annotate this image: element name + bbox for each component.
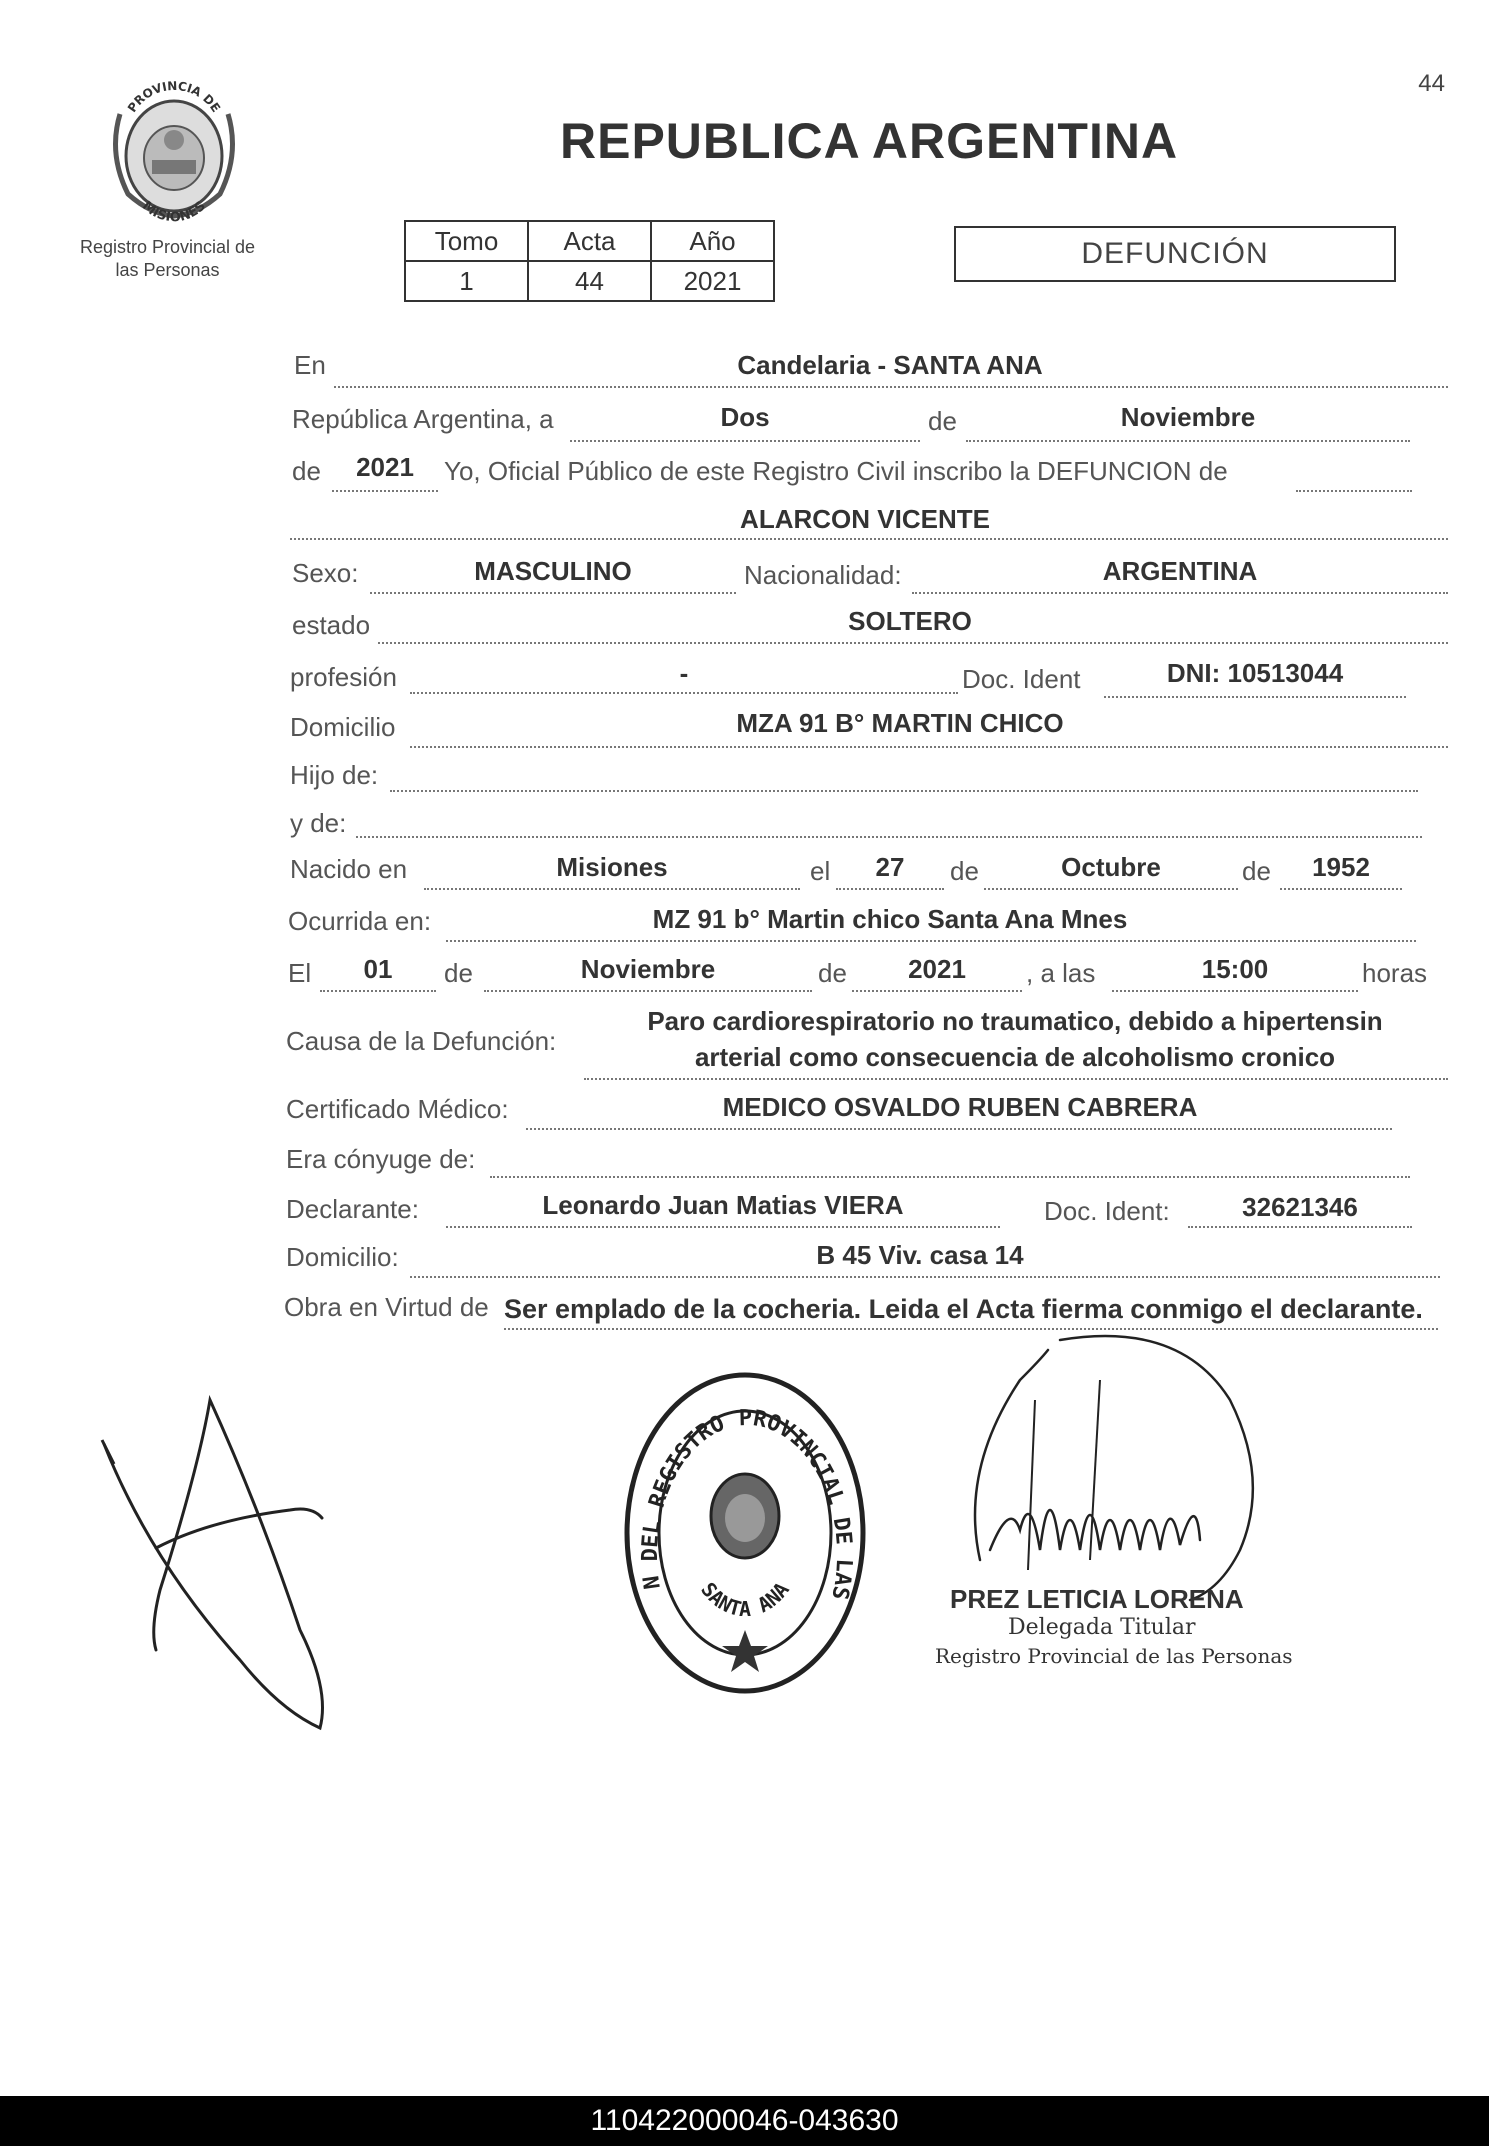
doc-ident-label-2: Doc. Ident: bbox=[1044, 1196, 1170, 1226]
dia-value: Dos bbox=[720, 402, 770, 432]
emblem bbox=[100, 74, 248, 222]
acta-value: 44 bbox=[528, 261, 651, 301]
estado-value: SOLTERO bbox=[848, 606, 972, 636]
certificado-label: Certificado Médico: bbox=[286, 1094, 509, 1124]
de-label: de bbox=[444, 958, 473, 988]
nacido-value: Misiones bbox=[556, 852, 668, 882]
official-stamp bbox=[935, 1584, 1293, 1668]
profesion-value: - bbox=[679, 658, 689, 688]
nac-anio-value: 1952 bbox=[1312, 852, 1370, 882]
official-org: Registro Provincial de las Personas bbox=[935, 1644, 1293, 1668]
doc-ident-value-2: 32621346 bbox=[1242, 1192, 1358, 1222]
domicilio-label: Domicilio bbox=[290, 712, 396, 742]
y-de-label: y de: bbox=[290, 808, 347, 838]
barcode-number: 110422000046-043630 bbox=[0, 2096, 1489, 2146]
sexo-label: Sexo: bbox=[292, 558, 359, 588]
mes-value: Noviembre bbox=[1120, 402, 1256, 432]
document-type: DEFUNCIÓN bbox=[954, 226, 1396, 282]
a-las-label: , a las bbox=[1026, 958, 1096, 988]
def-mes-value: Noviembre bbox=[580, 954, 716, 984]
registry-name: Registro Provincial de las Personas bbox=[79, 237, 256, 280]
ocurrida-label: Ocurrida en: bbox=[288, 906, 432, 936]
official-name: PREZ LETICIA LORENA bbox=[950, 1584, 1244, 1614]
def-anio-value: 2021 bbox=[908, 954, 966, 984]
de-label: de bbox=[292, 456, 321, 486]
obra-value: Ser emplado de la cocheria. Leida el Acta fierma conmigo el declarante. bbox=[504, 1294, 1423, 1324]
anio-value: 2021 bbox=[356, 452, 414, 482]
yo-text: Yo, Oficial Público de este Registro Civil inscribo la DEFUNCION de bbox=[444, 456, 1228, 486]
en-label: En bbox=[294, 350, 326, 380]
nacionalidad-value: ARGENTINA bbox=[1102, 556, 1258, 586]
causa-line-2: arterial como consecuencia de alcoholismo cronico bbox=[694, 1042, 1336, 1072]
domicilio-value: MZA 91 B° MARTIN CHICO bbox=[736, 708, 1064, 738]
nac-dia-value: 27 bbox=[875, 852, 905, 882]
anio-header: Año bbox=[651, 221, 774, 261]
registry-seal bbox=[620, 1368, 870, 1698]
official-role: Delegada Titular bbox=[1008, 1615, 1196, 1640]
de-label: de bbox=[928, 406, 957, 436]
declarante-value: Leonardo Juan Matias VIERA bbox=[542, 1190, 904, 1220]
doc-ident-label: Doc. Ident bbox=[962, 664, 1081, 694]
svg-text:MISIONES: MISIONES bbox=[139, 198, 209, 222]
el-label: el bbox=[810, 856, 831, 886]
de-label: de bbox=[1242, 856, 1271, 886]
causa-line-1: Paro cardiorespiratorio no traumatico, debido a hipertensin bbox=[647, 1006, 1383, 1036]
tomo-header: Tomo bbox=[405, 221, 528, 261]
declarant-signature bbox=[90, 1390, 350, 1740]
nacido-label: Nacido en bbox=[290, 854, 408, 884]
anio-value: 2021 bbox=[651, 261, 774, 301]
reference-table bbox=[404, 220, 775, 302]
el-label: El bbox=[288, 958, 312, 988]
doc-ident-value: DNI: 10513044 bbox=[1166, 658, 1344, 688]
domicilio-value-2: B 45 Viv. casa 14 bbox=[816, 1240, 1024, 1270]
svg-text:PROVINCIA DE: PROVINCIA DE bbox=[124, 78, 224, 115]
nacionalidad-label: Nacionalidad: bbox=[744, 560, 902, 590]
lugar-value: Candelaria - SANTA ANA bbox=[737, 350, 1043, 380]
republica-label: República Argentina, a bbox=[292, 404, 554, 434]
def-dia-value: 01 bbox=[363, 954, 393, 984]
declarante-label: Declarante: bbox=[286, 1194, 419, 1224]
sexo-value: MASCULINO bbox=[474, 556, 632, 586]
obra-label: Obra en Virtud de bbox=[284, 1292, 489, 1322]
nombre-value: ALARCON VICENTE bbox=[740, 504, 990, 534]
certificado-value: MEDICO OSVALDO RUBEN CABRERA bbox=[722, 1092, 1198, 1122]
acta-header: Acta bbox=[528, 221, 651, 261]
nac-mes-value: Octubre bbox=[1061, 852, 1161, 882]
causa-label: Causa de la Defunción: bbox=[286, 1026, 557, 1056]
de-label: de bbox=[818, 958, 847, 988]
de-label: de bbox=[950, 856, 979, 886]
hora-value: 15:00 bbox=[1201, 954, 1269, 984]
profesion-label: profesión bbox=[290, 662, 397, 692]
svg-text:DELEGACION DEL REGISTRO PROVIN: N DEL REGISTRO PROVINCIAL DE LAS bbox=[638, 1405, 857, 1602]
hijo-label: Hijo de: bbox=[290, 760, 379, 790]
svg-text:SANTA ANA: SANTA ANA bbox=[696, 1577, 794, 1622]
domicilio-label-2: Domicilio: bbox=[286, 1242, 399, 1272]
conyuge-label: Era cónyuge de: bbox=[286, 1144, 476, 1174]
horas-label: horas bbox=[1362, 958, 1428, 988]
estado-label: estado bbox=[292, 610, 371, 640]
tomo-value: 1 bbox=[405, 261, 528, 301]
page-title: REPUBLICA ARGENTINA bbox=[560, 113, 1179, 169]
official-signature bbox=[940, 1320, 1280, 1620]
ocurrida-value: MZ 91 b° Martin chico Santa Ana Mnes bbox=[652, 904, 1128, 934]
page-number: 44 bbox=[1418, 70, 1445, 97]
